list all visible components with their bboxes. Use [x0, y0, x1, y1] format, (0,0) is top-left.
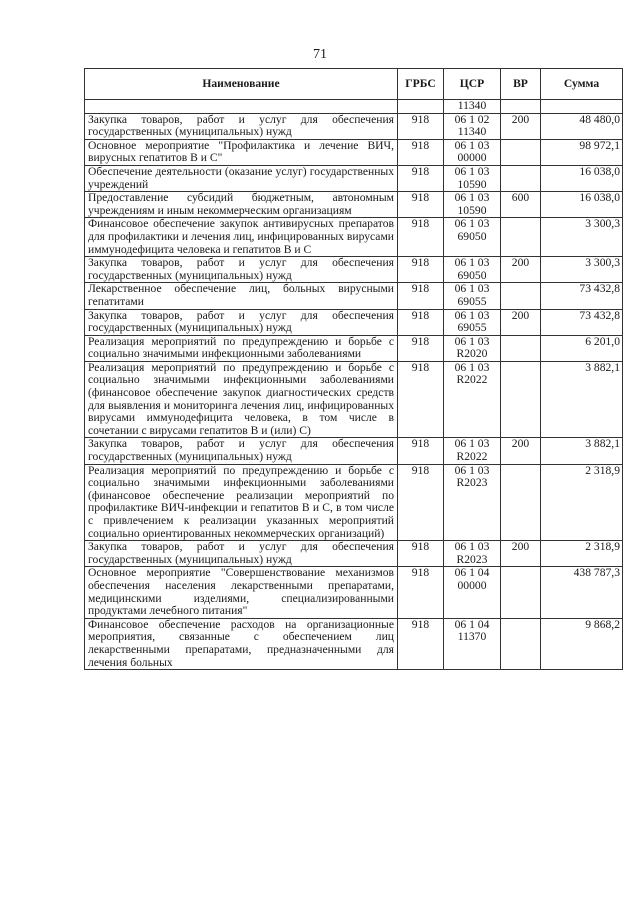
cell-vr	[501, 100, 541, 114]
header-csr: ЦСР	[444, 69, 501, 100]
cell-name: Закупка товаров, работ и услуг для обеспечения государственных (муниципальных) нужд	[85, 541, 398, 567]
budget-table	[84, 68, 623, 670]
cell-vr	[501, 618, 541, 669]
cell-name: Реализация мероприятий по предупреждению и борьбе с социально значимыми инфекционными заболеваниями	[85, 335, 398, 361]
cell-vr: 200	[501, 113, 541, 139]
cell-name: Финансовое обеспечение закупок антивирусных препаратов для профилактики и лечения лиц, инфицированных вирусами иммунодефицита человека и гепатитов В и С	[85, 218, 398, 257]
cell-csr: 06 1 03 69055	[444, 309, 501, 335]
table-row	[85, 464, 623, 541]
cell-grbs	[398, 100, 444, 114]
cell-name: Основное мероприятие "Совершенствование механизмов обеспечения населения лекарственными препаратами, медицинскими изделиями, специализированными продуктами лечебного питания"	[85, 567, 398, 618]
cell-name: Основное мероприятие "Профилактика и лечение ВИЧ, вирусных гепатитов В и С"	[85, 139, 398, 165]
header-grbs: ГРБС	[398, 69, 444, 100]
cell-sum: 3 882,1	[541, 438, 623, 464]
cell-csr: 06 1 03 R2023	[444, 464, 501, 541]
cell-vr	[501, 567, 541, 618]
cell-vr: 200	[501, 309, 541, 335]
cell-csr: 06 1 03 R2022	[444, 361, 501, 438]
cell-sum: 2 318,9	[541, 464, 623, 541]
header-vr: ВР	[501, 69, 541, 100]
cell-grbs: 918	[398, 192, 444, 218]
cell-grbs: 918	[398, 567, 444, 618]
cell-name: Предоставление субсидий бюджетным, автономным учреждениям и иным некоммерческим организациям	[85, 192, 398, 218]
table-row	[85, 257, 623, 283]
cell-csr: 06 1 03 10590	[444, 192, 501, 218]
cell-csr: 11340	[444, 100, 501, 114]
header-name: Наименование	[85, 69, 398, 100]
cell-vr	[501, 165, 541, 191]
table-row	[85, 309, 623, 335]
cell-vr: 200	[501, 257, 541, 283]
cell-grbs: 918	[398, 139, 444, 165]
cell-csr: 06 1 03 69055	[444, 283, 501, 309]
cell-grbs: 918	[398, 113, 444, 139]
cell-vr	[501, 283, 541, 309]
table-row	[85, 218, 623, 257]
cell-sum: 3 882,1	[541, 361, 623, 438]
cell-sum: 16 038,0	[541, 165, 623, 191]
cell-sum: 2 318,9	[541, 541, 623, 567]
cell-csr: 06 1 03 R2020	[444, 335, 501, 361]
table-row	[85, 113, 623, 139]
cell-vr	[501, 218, 541, 257]
cell-csr: 06 1 03 69050	[444, 257, 501, 283]
table-row	[85, 165, 623, 191]
cell-grbs: 918	[398, 309, 444, 335]
table-row	[85, 567, 623, 618]
cell-csr: 06 1 03 69050	[444, 218, 501, 257]
table-row	[85, 361, 623, 438]
cell-grbs: 918	[398, 165, 444, 191]
cell-grbs: 918	[398, 618, 444, 669]
table-row	[85, 283, 623, 309]
cell-name: Закупка товаров, работ и услуг для обеспечения государственных (муниципальных) нужд	[85, 113, 398, 139]
cell-sum: 3 300,3	[541, 218, 623, 257]
cell-sum: 438 787,3	[541, 567, 623, 618]
cell-vr: 200	[501, 541, 541, 567]
cell-grbs: 918	[398, 283, 444, 309]
cell-name: Реализация мероприятий по предупреждению и борьбе с социально значимыми инфекционными заболеваниями (финансовое обеспечение закупок диагностических средств для выявления и мониторинга лечения лиц, инфицированных вирусами иммунодефицита человека, в том числе в сочетании с вирусами гепатитов В и (или) С)	[85, 361, 398, 438]
cell-grbs: 918	[398, 335, 444, 361]
cell-csr: 06 1 03 R2023	[444, 541, 501, 567]
table-row	[85, 139, 623, 165]
table-header-row	[85, 69, 623, 100]
cell-csr: 06 1 02 11340	[444, 113, 501, 139]
cell-sum: 9 868,2	[541, 618, 623, 669]
table-row	[85, 438, 623, 464]
cell-name: Закупка товаров, работ и услуг для обеспечения государственных (муниципальных) нужд	[85, 309, 398, 335]
cell-csr: 06 1 03 10590	[444, 165, 501, 191]
table-row	[85, 335, 623, 361]
cell-csr: 06 1 04 11370	[444, 618, 501, 669]
cell-csr: 06 1 03 00000	[444, 139, 501, 165]
cell-sum: 98 972,1	[541, 139, 623, 165]
cell-name: Реализация мероприятий по предупреждению и борьбе с социально значимыми инфекционными заболеваниями (финансовое обеспечение реализации мероприятий по профилактике ВИЧ-инфекции и гепатитов В и С, в том числе с привлечением к реализации указанных мероприятий социально ориентированных некоммерческих организаций)	[85, 464, 398, 541]
cell-vr	[501, 335, 541, 361]
cell-vr	[501, 464, 541, 541]
cell-name: Закупка товаров, работ и услуг для обеспечения государственных (муниципальных) нужд	[85, 438, 398, 464]
table-row	[85, 618, 623, 669]
cell-grbs: 918	[398, 257, 444, 283]
cell-csr: 06 1 04 00000	[444, 567, 501, 618]
cell-sum: 48 480,0	[541, 113, 623, 139]
cell-name	[85, 100, 398, 114]
cell-sum: 3 300,3	[541, 257, 623, 283]
table-row	[85, 541, 623, 567]
cell-grbs: 918	[398, 541, 444, 567]
cell-name: Финансовое обеспечение расходов на организационные мероприятия, связанные с обеспечением лиц лекарственными препаратами, предназначенными для лечения больных	[85, 618, 398, 669]
cell-vr: 200	[501, 438, 541, 464]
cell-sum: 16 038,0	[541, 192, 623, 218]
cell-vr	[501, 361, 541, 438]
cell-name: Обеспечение деятельности (оказание услуг) государственных учреждений	[85, 165, 398, 191]
page-number: 71	[313, 47, 327, 62]
cell-csr: 06 1 03 R2022	[444, 438, 501, 464]
table-row	[85, 100, 623, 114]
cell-grbs: 918	[398, 464, 444, 541]
cell-sum: 6 201,0	[541, 335, 623, 361]
cell-vr	[501, 139, 541, 165]
header-sum: Сумма	[541, 69, 623, 100]
cell-sum: 73 432,8	[541, 309, 623, 335]
cell-grbs: 918	[398, 361, 444, 438]
cell-grbs: 918	[398, 438, 444, 464]
table-row	[85, 192, 623, 218]
cell-name: Лекарственное обеспечение лиц, больных вирусными гепатитами	[85, 283, 398, 309]
cell-sum	[541, 100, 623, 114]
cell-vr: 600	[501, 192, 541, 218]
cell-sum: 73 432,8	[541, 283, 623, 309]
cell-grbs: 918	[398, 218, 444, 257]
cell-name: Закупка товаров, работ и услуг для обеспечения государственных (муниципальных) нужд	[85, 257, 398, 283]
